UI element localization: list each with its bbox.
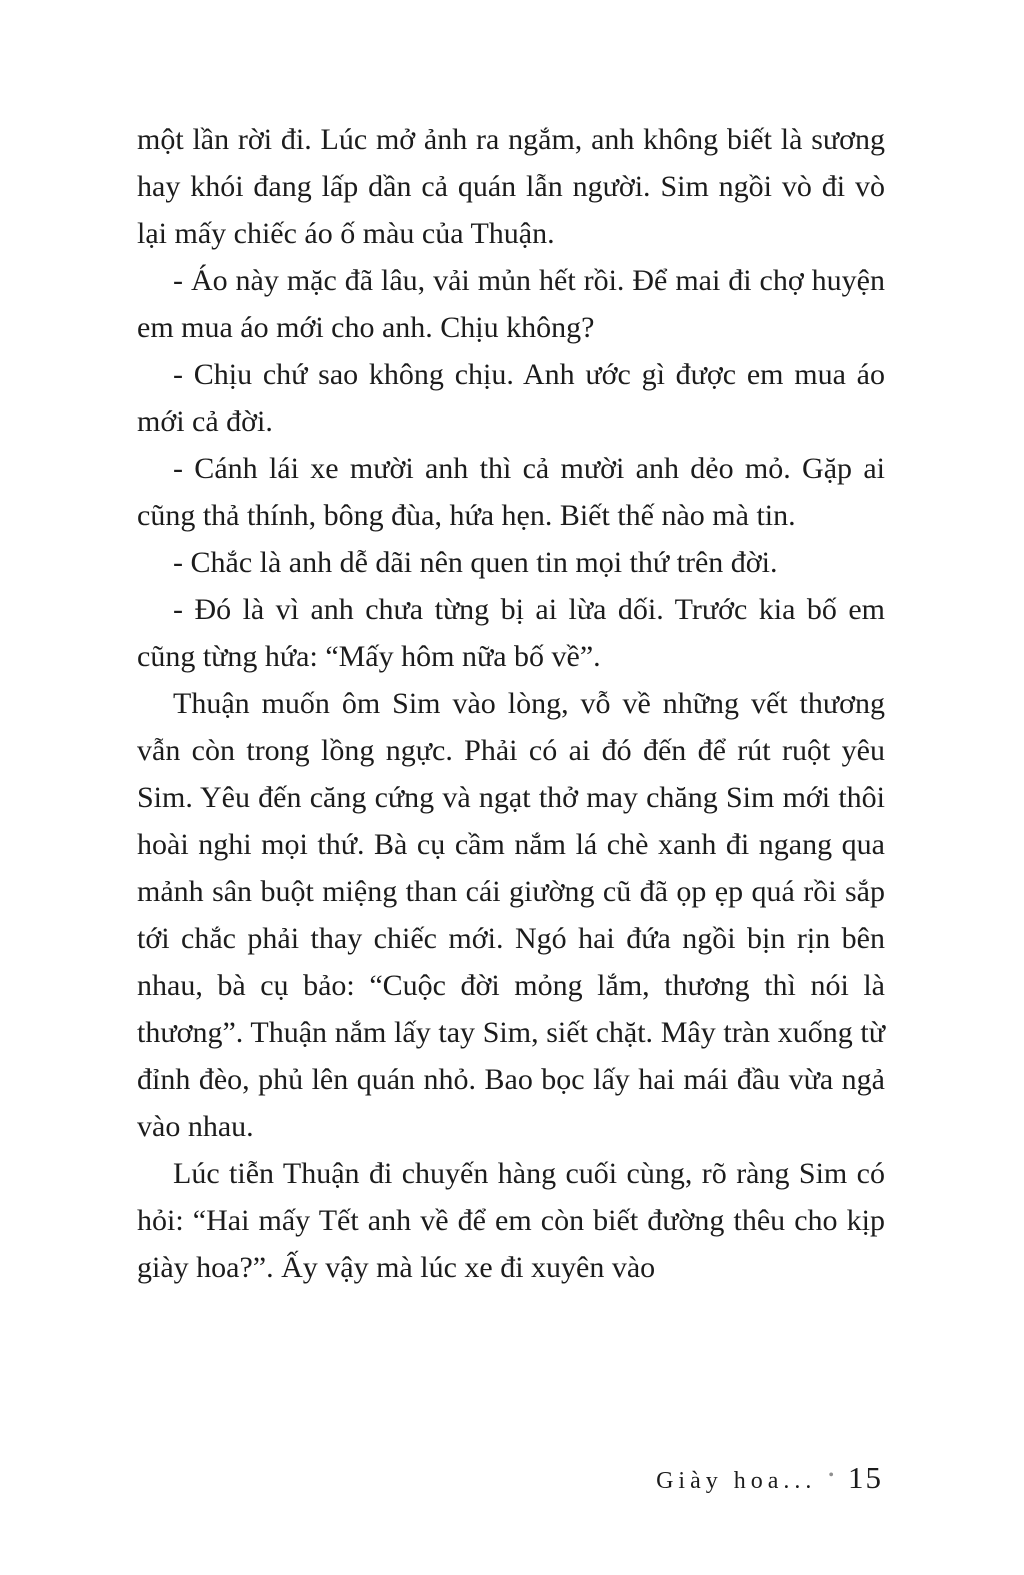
paragraph: Thuận muốn ôm Sim vào lòng, vỗ về những vết thương vẫn còn trong lồng ngực. Phải có ai đó đến để rút ruột yêu Sim. Yêu đến căng cứng và ngạt thở may chăng Sim mới thôi hoài nghi mọi thứ. Bà cụ cầm nắm lá chè xanh đi ngang qua mảnh sân buột miệng than cái giường cũ đã ọp ẹp quá rồi sắp tới chắc phải thay chiếc mới. Ngó hai đứa ngồi bịn rịn bên nhau, bà cụ bảo: “Cuộc đời mỏng lắm, thương thì nói là thương”. Thuận nắm lấy tay Sim, siết chặt. Mây tràn xuống từ đỉnh đèo, phủ lên quán nhỏ. Bao bọc lấy hai mái đầu vừa ngả vào nhau. <box>137 687 885 1143</box>
running-title: Giày hoa... <box>656 1468 817 1494</box>
paragraph: một lần rời đi. Lúc mở ảnh ra ngắm, anh không biết là sương hay khói đang lấp dần cả quán lẫn người. Sim ngồi vò đi vò lại mấy chiếc áo ố màu của Thuận. <box>137 123 885 250</box>
page-text <box>137 116 885 1291</box>
paragraph: - Cánh lái xe mười anh thì cả mười anh dẻo mỏ. Gặp ai cũng thả thính, bông đùa, hứa hẹn. Biết thế nào mà tin. <box>137 452 885 532</box>
page-number: 15 <box>848 1460 883 1495</box>
paragraph: - Chịu chứ sao không chịu. Anh ước gì được em mua áo mới cả đời. <box>137 358 885 438</box>
paragraph: Lúc tiễn Thuận đi chuyến hàng cuối cùng, rõ ràng Sim có hỏi: “Hai mấy Tết anh về để em còn biết đường thêu cho kịp giày hoa?”. Ấy vậy mà lúc xe đi xuyên vào <box>137 1157 885 1284</box>
paragraph: - Đó là vì anh chưa từng bị ai lừa dối. Trước kia bố em cũng từng hứa: “Mấy hôm nữa bố về”. <box>137 593 885 673</box>
page-footer <box>656 1460 883 1496</box>
footer-separator-dot: • <box>828 1467 834 1484</box>
paragraph: - Áo này mặc đã lâu, vải mủn hết rồi. Để mai đi chợ huyện em mua áo mới cho anh. Chịu không? <box>137 264 885 344</box>
paragraph: - Chắc là anh dễ dãi nên quen tin mọi thứ trên đời. <box>173 546 778 579</box>
